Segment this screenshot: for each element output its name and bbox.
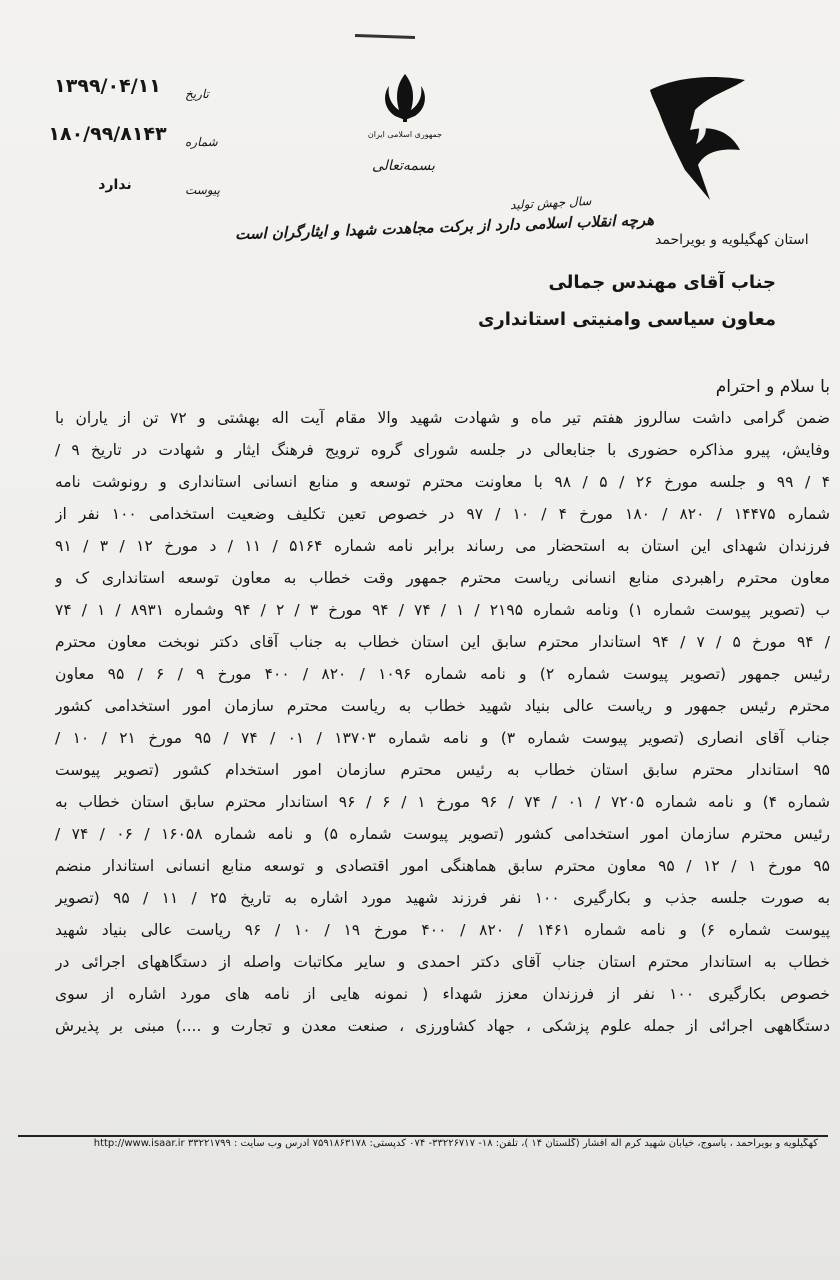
body-line: به صورت جلسه جذب و بکارگیری ۱۰۰ نفر فرزند شهید مورد اشاره به تاریخ ۲۵ / ۱۱ / ۹۵ (تصویر [55, 889, 830, 907]
body-line: ۴ / ۹۹ و جلسه مورخ ۲۶ / ۵ / ۹۸ با معاونت محترم توسعه و منابع انسانی استانداری و رونوشت نامه [55, 473, 830, 491]
scan-mark [355, 34, 415, 39]
national-emblem [355, 70, 455, 139]
footer-address: کهگیلویه و بویراحمد ، یاسوج، خیابان شهید کرم اله افشار (گلستان ۱۴ )، تلفن: ۱۸- ۳۳۲۲۶۷۱۷- ۰۷۴ کدپستی: ۷۵۹۱۸۶۳۱۷۸ آدرس وب سایت : ۳۳۲۲۱۷۹۹ http://www.isaar.ir [93, 1138, 818, 1149]
addressee [478, 272, 776, 330]
martyrs-foundation-logo-icon [640, 70, 750, 220]
number-row [45, 123, 235, 171]
year-note: سال جهش تولید [509, 193, 592, 213]
body-line: رئیس جمهور (تصویر پیوست شماره ۲) و نامه شماره ۱۰۹۶ / ۸۲۰ / ۴۰۰ مورخ ۹ / ۶ / ۹۵ معاون [55, 665, 830, 683]
attachment-row [45, 171, 235, 219]
date-row [45, 75, 235, 123]
body-line: معاون محترم راهبردی منابع انسانی ریاست محترم جمهور وقت خطاب به معاون توسعه استانداری ک و [55, 569, 830, 587]
body-line: شماره ۱۴۴۷۵ / ۸۲۰ / ۱۸۰ مورخ ۴ / ۱۰ / ۹۷ در خصوص تعین تکلیف وضعیت استخدامی ۱۰۰ نفر از [55, 505, 830, 523]
date-label: تاریخ [185, 87, 209, 101]
letter-meta [45, 75, 235, 219]
body-line: جناب آقای انصاری (تصویر پیوست شماره ۳) و نامه شماره ۱۳۷۰۳ / ۰۱ / ۷۴ / ۹۵ مورخ ۲۱ / ۱۰ / [55, 729, 830, 747]
body-line: رئیس محترم سازمان امور استخدامی کشور (تصویر پیوست شماره ۵) و نامه شماره ۱۶۰۵۸ / ۰۶ / ۷۴ / [55, 825, 830, 843]
body-line: خطاب به استاندار محترم استان جناب آقای دکتر احمدی و سایر مکاتبات واصله از دستگاههای اجرائی در [55, 953, 830, 971]
republic-text: جمهوری اسلامی ایران [367, 130, 443, 139]
body-line: ۹۵ استاندار محترم سابق استان خطاب به رئیس محترم سازمان امور استخدام کشور (تصویر پیوست [55, 761, 830, 779]
body-line: فرزندان شهدای این استان به استحضار می رساند برابر نامه شماره ۵۱۶۴ / ۱۱ / د مورخ ۱۲ / ۳ / ۹۱ [55, 537, 830, 555]
letter-body [55, 372, 830, 1042]
number-label: شماره [185, 135, 218, 149]
footer-rule [18, 1135, 828, 1137]
body-line: ضمن گرامی داشت سالروز هفتم تیر ماه و شهادت شهید والا مقام آیت اله بهشتی و ۷۲ تن از یاران با [55, 409, 830, 427]
body-line: محترم رئیس جمهور و ریاست عالی بنیاد شهید خطاب به ریاست محترم سازمان امور استخدامی کشور [55, 697, 830, 715]
body-line: پیوست شماره ۶) و نامه شماره ۱۴۶۱ / ۸۲۰ / ۴۰۰ مورخ ۱۹ / ۱۰ / ۹۶ ریاست عالی بنیاد شهید [55, 921, 830, 939]
date-value: ۱۳۹۹/۰۴/۱۱ [54, 75, 161, 97]
body-line: وفایش، پیرو مذاکره حضوری با جنابعالی در جلسه شورای گروه ترویج فرهنگ ایثار و شهادت در تاریخ ۹ / [55, 441, 830, 459]
attachment-label: پیوست [185, 183, 220, 197]
bismillah: بسمه‌تعالی [372, 158, 435, 174]
addressee-name: جناب آقای مهندس جمالی [548, 272, 776, 293]
attachment-value: ندارد [98, 177, 132, 193]
body-line: خصوص بکارگیری ۱۰۰ نفر از فرزندان معزز شهداء ( نمونه هایی از نامه های مورد اشاره از سوی [55, 985, 830, 1003]
body-line: دستگاههی اجرائی از جمله علوم پزشکی ، جهاد کشاورزی ، صنعت معدن و تجارت و ....) مبنی بر پذیرش [55, 1017, 830, 1035]
body-line: ۹۵ مورخ ۱ / ۱۲ / ۹۵ معاون محترم سابق هماهنگی امور اقتصادی و توسعه منابع انسانی استاندار منضم [55, 857, 830, 875]
body-line: شماره ۴) و نامه شماره ۷۲۰۵ / ۰۱ / ۷۴ / ۹۶ مورخ ۱ / ۶ / ۹۶ استاندار محترم سابق استان خطاب به [55, 793, 830, 811]
emblem-icon [377, 70, 433, 126]
province-name: استان کهگیلویه و بویراحمد [655, 232, 809, 248]
motto: هرچه انقلاب اسلامی دارد از برکت مجاهدت شهدا و ایثارگران است [234, 210, 655, 244]
number-value: ۱۸۰/۹۹/۸۱۴۳ [48, 123, 167, 145]
body-line: / ۹۴ مورخ ۵ / ۷ / ۹۴ استاندار محترم سابق این استان خطاب به جناب آقای دکتر نوبخت معاون محترم [55, 633, 830, 651]
body-line: ب (تصویر پیوست شماره ۱) ونامه شماره ۲۱۹۵ / ۱ / ۷۴ / ۹۴ مورخ ۳ / ۲ / ۹۴ وشماره ۸۹۳۱ / ۱ / ۷۴ [55, 601, 830, 619]
addressee-title: معاون سیاسی وامنیتی استانداری [477, 309, 776, 330]
greeting: با سلام و احترام [715, 377, 830, 397]
